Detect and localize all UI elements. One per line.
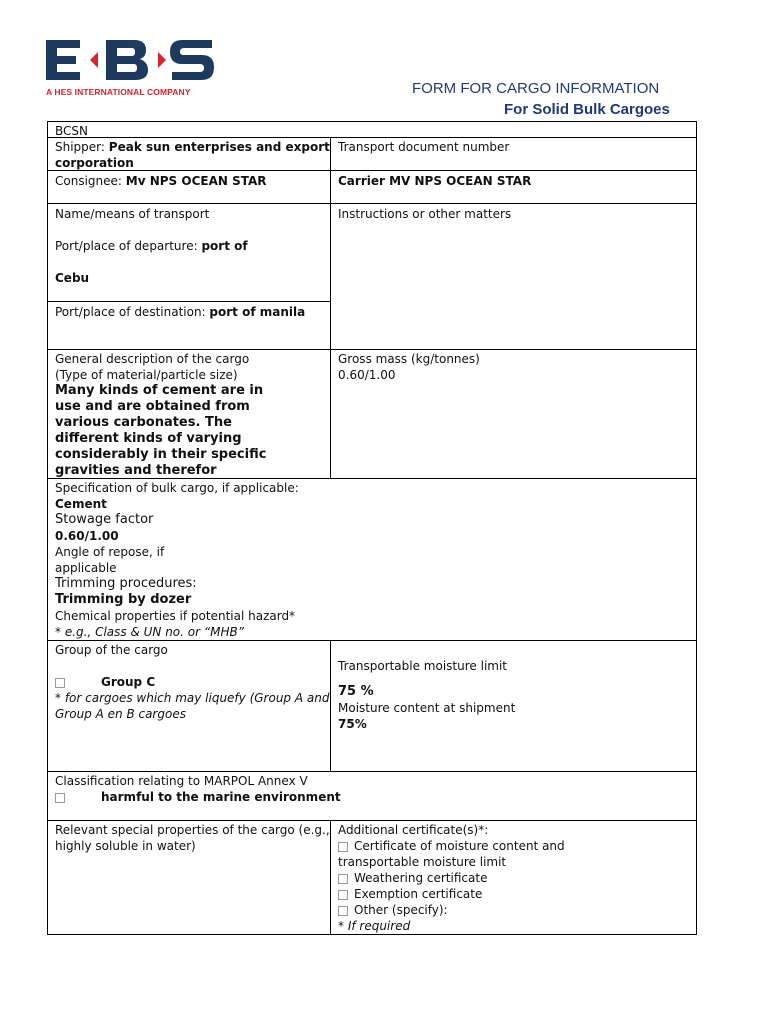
- specification-cell: [47, 478, 697, 641]
- shipper-label: Shipper:: [55, 140, 105, 154]
- transport-doc-cell: [330, 137, 697, 171]
- instructions-cell: [330, 203, 697, 350]
- marpol-cell: [47, 771, 697, 821]
- carrier-label: Carrier: [338, 174, 385, 188]
- group-label: Group of the cargo: [55, 643, 168, 657]
- if-required-note: * If required: [338, 919, 411, 933]
- general-desc-line: considerably in their specific: [55, 447, 267, 462]
- transport-label: Name/means of transport: [55, 207, 210, 221]
- cert-moisture-label: Certificate of moisture content and: [354, 839, 565, 853]
- group-checkbox[interactable]: [55, 678, 65, 688]
- marpol-value: harmful to the marine environment: [101, 790, 341, 804]
- general-desc-line: various carbonates. The: [55, 415, 232, 430]
- cert-moisture-checkbox[interactable]: [338, 842, 348, 852]
- tml-value: 75 %: [338, 684, 374, 699]
- general-desc-line: different kinds of varying: [55, 431, 242, 446]
- angle-label: Angle of repose, if: [55, 545, 165, 559]
- cert-exemption-checkbox[interactable]: [338, 890, 348, 900]
- departure-value-cont: Cebu: [55, 271, 90, 285]
- cert-other-checkbox[interactable]: [338, 906, 348, 916]
- group-note-cont: Group A en B cargoes: [55, 707, 186, 721]
- stowage-label: Stowage factor: [55, 512, 154, 527]
- general-desc-line: gravities and therefor: [55, 463, 217, 478]
- marpol-checkbox[interactable]: [55, 793, 65, 803]
- general-desc-cell: [47, 349, 331, 479]
- cert-other-label: Other (specify):: [354, 903, 448, 917]
- general-desc-label: General description of the cargo: [55, 352, 250, 366]
- cert-exemption-label: Exemption certificate: [354, 887, 483, 901]
- destination-cell: [47, 301, 331, 350]
- special-label: Relevant special properties of the cargo (e.g.,: [55, 823, 330, 837]
- spec-label: Specification of bulk cargo, if applicable:: [55, 481, 299, 495]
- shipper-cell: [47, 137, 331, 171]
- spec-value: Cement: [55, 497, 107, 511]
- special-label-cont: highly soluble in water): [55, 839, 196, 853]
- chemical-label: Chemical properties if potential hazard*: [55, 609, 296, 623]
- gross-mass-value: 0.60/1.00: [338, 368, 396, 382]
- cert-weathering-label: Weathering certificate: [354, 871, 488, 885]
- tml-label: Transportable moisture limit: [338, 659, 508, 673]
- general-desc-sub: (Type of material/particle size): [55, 368, 238, 382]
- gross-mass-cell: [330, 349, 697, 479]
- transport-cell: [47, 203, 331, 302]
- form-subtitle: For Solid Bulk Cargoes: [504, 101, 670, 118]
- additional-label: Additional certificate(s)*:: [338, 823, 489, 837]
- moisture-value: 75%: [338, 717, 367, 731]
- group-cell: [47, 640, 331, 772]
- carrier-cell: [330, 170, 697, 204]
- tml-cell: [330, 640, 697, 772]
- instructions-label: Instructions or other matters: [338, 207, 512, 221]
- cert-weathering-checkbox[interactable]: [338, 874, 348, 884]
- logo-subtitle: A HES INTERNATIONAL COMPANY: [46, 87, 191, 97]
- general-desc-line: use and are obtained from: [55, 399, 250, 414]
- gross-mass-label: Gross mass (kg/tonnes): [338, 352, 480, 366]
- moisture-label: Moisture content at shipment: [338, 701, 516, 715]
- shipper-value-cont: corporation: [55, 156, 134, 170]
- trimming-label: Trimming procedures:: [55, 576, 197, 591]
- carrier-value: MV NPS OCEAN STAR: [389, 174, 532, 188]
- trimming-value: Trimming by dozer: [55, 592, 192, 607]
- marpol-label: Classification relating to MARPOL Annex V: [55, 774, 308, 788]
- bcsn-cell: [47, 121, 697, 138]
- general-desc-line: Many kinds of cement are in: [55, 383, 264, 398]
- cert-moisture-label-cont: transportable moisture limit: [338, 855, 507, 869]
- departure-label: Port/place of departure:: [55, 239, 198, 253]
- consignee-cell: [47, 170, 331, 204]
- angle-label-cont: applicable: [55, 561, 117, 575]
- consignee-label: Consignee:: [55, 174, 122, 188]
- group-note: * for cargoes which may liquefy (Group A and: [55, 691, 330, 705]
- bcsn-label: BCSN: [55, 124, 88, 138]
- special-props-cell: [47, 820, 331, 935]
- ebs-logo-icon: [46, 40, 216, 82]
- cargo-form: [47, 121, 697, 935]
- company-logo: [46, 40, 221, 100]
- chemical-note: * e.g., Class & UN no. or “MHB”: [55, 625, 244, 639]
- certificates-cell: [330, 820, 697, 935]
- group-value: Group C: [101, 675, 156, 689]
- destination-label: Port/place of destination:: [55, 305, 206, 319]
- form-title: FORM FOR CARGO INFORMATION: [412, 80, 660, 97]
- departure-value: port of: [201, 239, 248, 253]
- shipper-value: Peak sun enterprises and export: [108, 140, 330, 154]
- consignee-value: Mv NPS OCEAN STAR: [125, 174, 267, 188]
- destination-value: port of manila: [209, 305, 306, 319]
- stowage-value: 0.60/1.00: [55, 529, 119, 543]
- transport-doc-label: Transport document number: [338, 140, 510, 154]
